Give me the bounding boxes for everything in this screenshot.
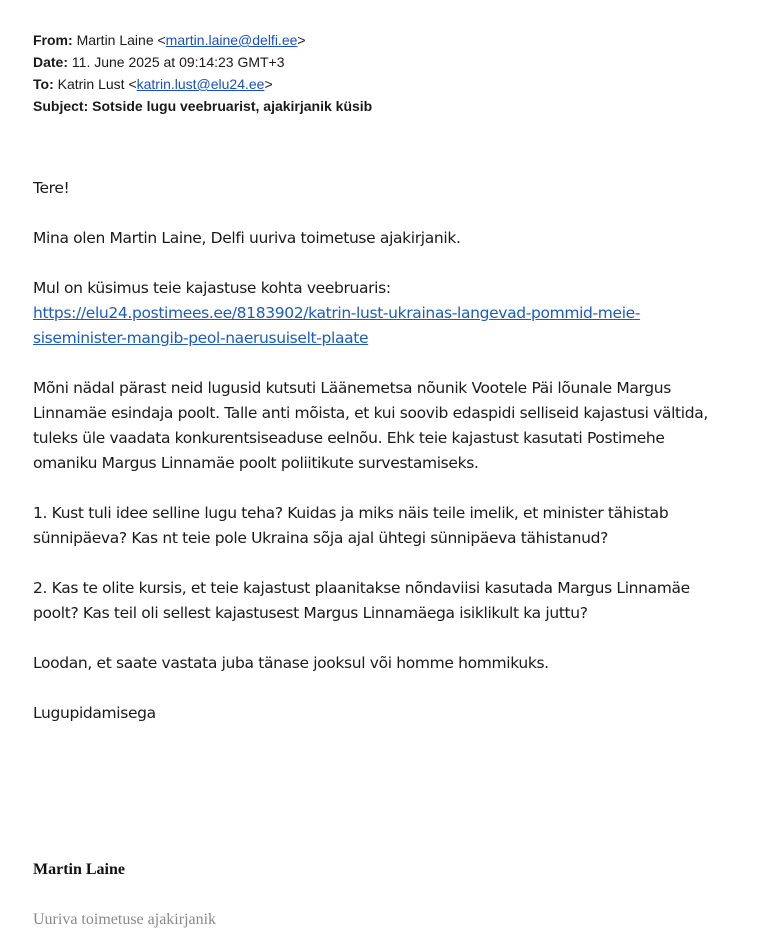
question-intro-paragraph [33, 276, 733, 351]
to-email-link[interactable]: katrin.lust@elu24.ee [136, 76, 265, 92]
closing-request-paragraph: Loodan, et saate vastata juba tänase jooksul või homme hommikuks. [33, 654, 549, 672]
context-paragraph: Mõni nädal pärast neid lugusid kutsuti Läänemetsa nõunik Vootele Päi lõunale Margus Linnamäe esindaja poolt. Talle anti mõista, et kui soovib edaspidi selliseid kajastusi vältida, tuleks üle vaadata konkurentsiseaduse eelnõu. Ehk teie kajastust kasutati Postimehe omaniku Margus Linnamäe poolt poliitikute survestamiseks. [33, 379, 708, 472]
signature-title: Uuriva toimetuse ajakirjanik [33, 911, 217, 928]
subject-value: Sotside lugu veebruarist, ajakirjanik küsib [92, 98, 373, 114]
subject-label: Subject: [33, 98, 89, 114]
email-body [33, 176, 733, 751]
to-label: To: [33, 76, 54, 92]
sign-off: Lugupidamisega [33, 704, 156, 722]
article-link[interactable] [33, 304, 640, 347]
greeting: Tere! [33, 179, 70, 197]
to-name: Katrin Lust < [57, 76, 137, 92]
from-email-link[interactable]: martin.laine@delfi.ee [165, 32, 298, 48]
date-label: Date: [33, 54, 69, 70]
question-intro-text: Mul on küsimus teie kajastuse kohta veebruaris: [33, 279, 391, 297]
to-line [33, 73, 733, 95]
question-1-paragraph: 1. Kust tuli idee selline lugu teha? Kuidas ja miks näis teile imelik, et minister tähistab sünnipäeva? Kas nt teie pole Ukraina sõja ajal ühtegi sünnipäeva tähistanud? [33, 504, 669, 547]
from-close: > [297, 32, 306, 48]
intro-paragraph: Mina olen Martin Laine, Delfi uuriva toimetuse ajakirjanik. [33, 229, 461, 247]
from-label: From: [33, 32, 73, 48]
from-line [33, 29, 733, 51]
signature-block [33, 858, 216, 932]
date-line [33, 51, 733, 73]
date-value: 11. June 2025 at 09:14:23 GMT+3 [71, 54, 285, 70]
signature-name: Martin Laine [33, 861, 125, 878]
subject-line [33, 95, 733, 117]
article-link-text: https://elu24.postimees.ee/8183902/katrin-lust-ukrainas-langevad-pommid-meie-siseminister-mangib-peol-naerusuiselt-plaate [33, 304, 641, 347]
question-2-paragraph: 2. Kas te olite kursis, et teie kajastust plaanitakse nõndaviisi kasutada Margus Linnamäe poolt? Kas teil oli sellest kajastusest Margus Linnamäega isiklikult ka juttu? [33, 579, 690, 622]
to-close: > [264, 76, 273, 92]
email-header [33, 29, 733, 117]
from-name: Martin Laine < [76, 32, 166, 48]
